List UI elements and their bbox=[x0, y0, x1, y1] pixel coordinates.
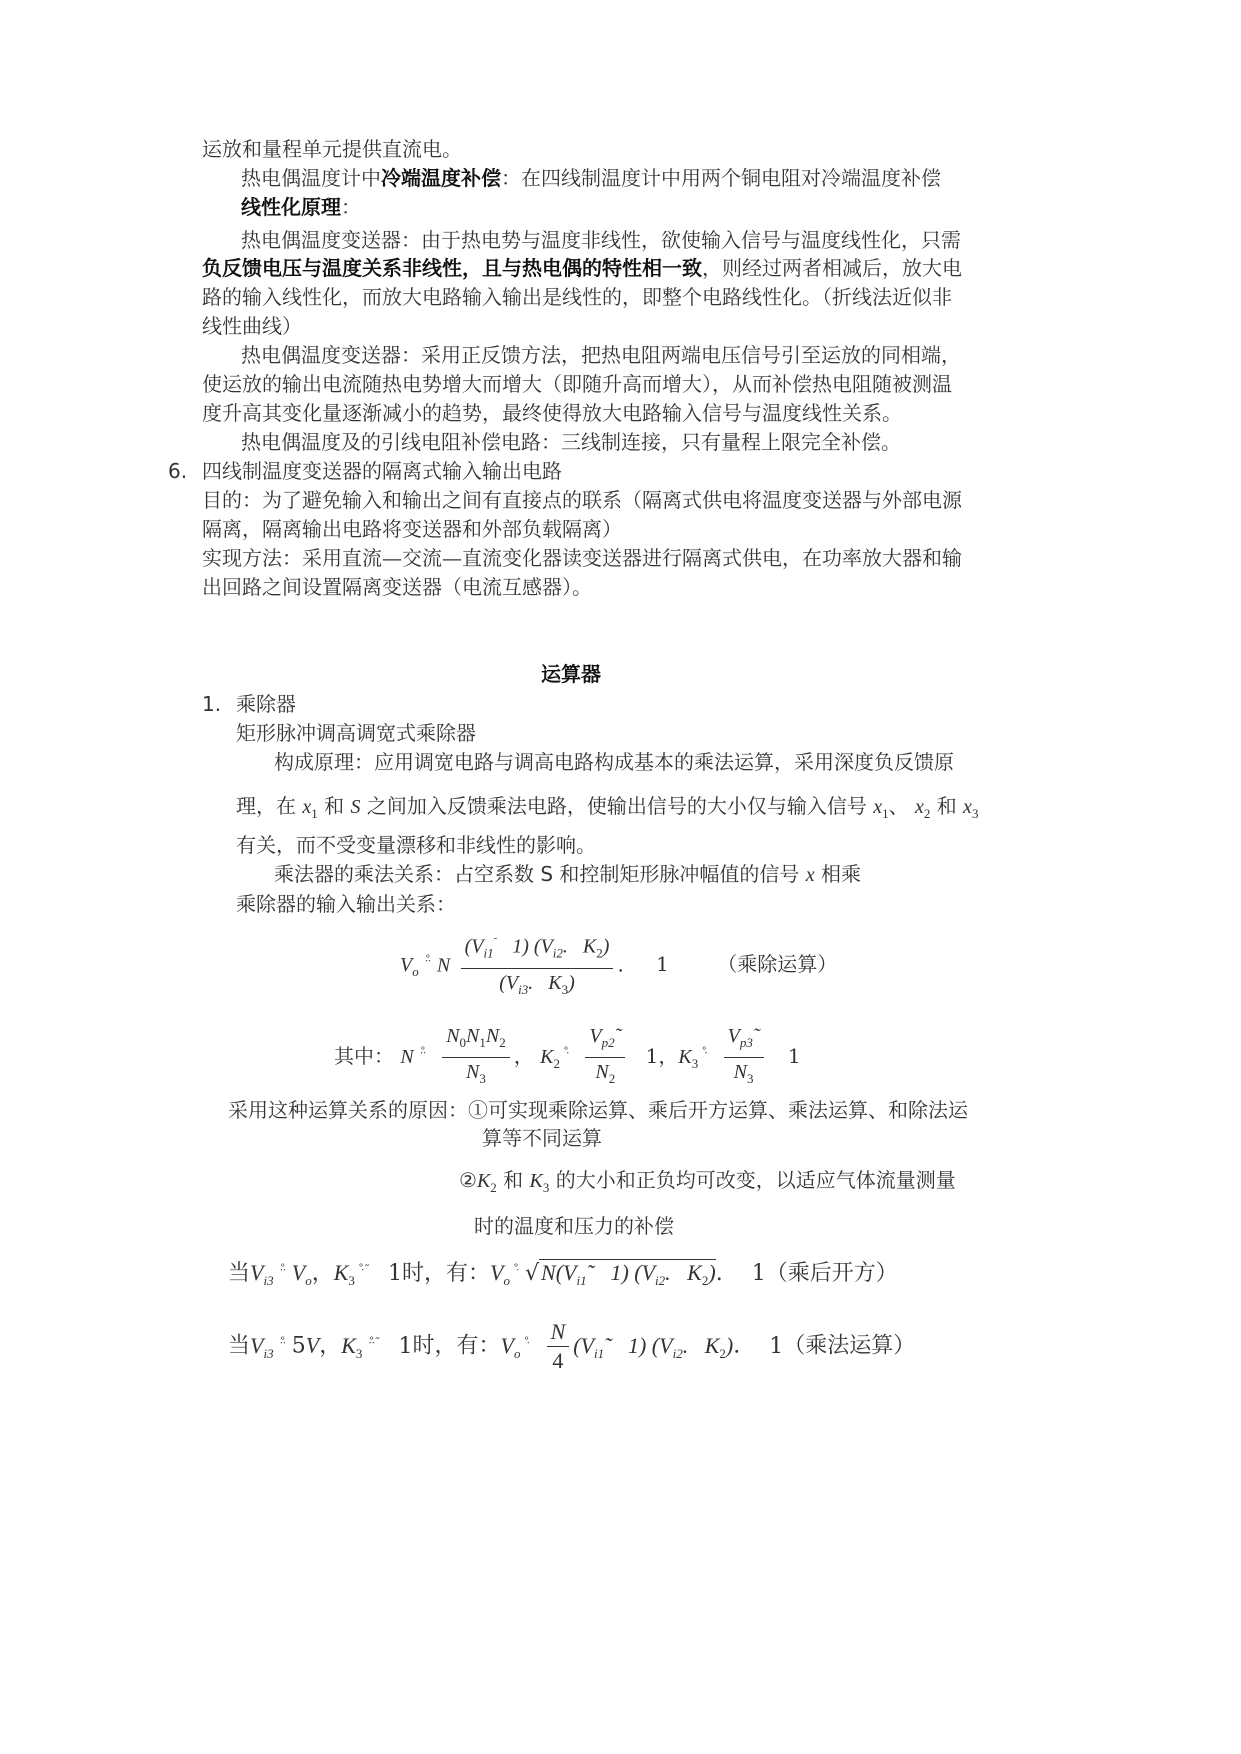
text-line: 目的：为了避免输入和输出之间有直接点的联系（隔离式供电将温度变送器与外部电源 bbox=[202, 488, 962, 512]
text-line: 算等不同运算 bbox=[482, 1126, 602, 1150]
math-symbol: $x_1$ bbox=[873, 796, 889, 821]
bold-term: 线性化原理 bbox=[241, 195, 341, 219]
text-line: 运放和量程单元提供直流电。 bbox=[202, 137, 462, 161]
equation-1: $V_o^{ᐧᐧ̊}$ N $\frac{(V_{i1}^˜ 1) (V_{i2}. K_2)}{(V_{i3}. K_3)}$ . 1 （乘除运算） bbox=[400, 928, 837, 1004]
text-line: 出回路之间设置隔离变送器（电流互感器）。 bbox=[202, 575, 592, 599]
list-number: 1. bbox=[202, 692, 222, 716]
text-line: 路的输入线性化，而放大电路输入输出是线性的，即整个电路线性化。（折线法近似非 bbox=[202, 285, 952, 309]
text-line: 采用这种运算关系的原因：①可实现乘除运算、乘后开方运算、乘法运算、和除法运 bbox=[228, 1098, 968, 1122]
text: 当 bbox=[228, 1333, 251, 1359]
bold-term: 冷端温度补偿 bbox=[381, 166, 501, 190]
text-line: 有关，而不受变量漂移和非线性的影响。 bbox=[236, 833, 596, 857]
text: 的大小和正负均可改变，以适应气体流量测量 bbox=[555, 1168, 956, 1192]
text-line: 线性曲线） bbox=[202, 314, 302, 338]
equation-2: 其中： N $^{ᐧᐧ̊}$ $\frac{N_0N_1N_2}{N_3}$ ， $K_2^{ᐧ̊}$ $\frac{V_{p2}˜}{N_2}$ 1，$K_3^{ᐧ̊}$ $\frac{V_{p3}˜}{N_3}$ 1 bbox=[334, 1022, 801, 1093]
text: ： bbox=[341, 195, 361, 219]
text: 时，有： bbox=[401, 1261, 490, 1286]
equation-4: 当$V_{i3}^{ᐧᐧ̊}$ 5V，$K_3^{ᐧᐧ̊˜}$ 1时，有：$V_o^{ᐧ̊}$ $\frac{N}{4}$ ($V_{i1}˜$ 1) ($V_{i2}$. $K_2$). 1（乘法运算） bbox=[228, 1319, 916, 1373]
text: 时，有： bbox=[412, 1333, 501, 1359]
text-line bbox=[274, 860, 861, 889]
equation-tag: （乘除运算） bbox=[717, 952, 838, 977]
text: 理，在 bbox=[236, 794, 296, 818]
text: 和控制矩形脉冲幅值的信号 bbox=[559, 862, 800, 886]
text: 当 bbox=[228, 1261, 251, 1286]
text: S bbox=[540, 862, 554, 886]
list-item: 四线制温度变送器的隔离式输入输出电路 bbox=[202, 459, 562, 483]
equation-tag: （乘法运算） bbox=[783, 1333, 916, 1359]
bold-term: 负反馈电压与温度关系非线性，且与热电偶的特性相一致 bbox=[202, 256, 702, 280]
text-line: 热电偶温度及的引线电阻补偿电路：三线制连接，只有量程上限完全补偿。 bbox=[241, 430, 901, 454]
text: 之间加入反馈乘法电路，使输出信号的大小仅与输入信号 bbox=[366, 794, 867, 818]
text: 和 bbox=[503, 1168, 524, 1192]
math-symbol: S bbox=[350, 796, 361, 818]
text-line bbox=[241, 164, 941, 192]
text: ② bbox=[459, 1168, 477, 1192]
text-line: 热电偶温度变送器：采用正反馈方法，把热电阻两端电压信号引至运放的同相端， bbox=[241, 343, 961, 367]
math-symbol: x bbox=[805, 864, 815, 886]
text-line: 构成原理：应用调宽电路与调高电路构成基本的乘法运算，采用深度负反馈原 bbox=[274, 750, 954, 774]
text: 和 bbox=[324, 794, 345, 818]
text-line: 度升高其变化量逐渐减小的趋势，最终使得放大电路输入信号与温度线性关系。 bbox=[202, 401, 902, 425]
text: 热电偶温度计中 bbox=[241, 166, 381, 190]
text: 和 bbox=[936, 794, 957, 818]
text: ，则经过两者相减后，放大电 bbox=[702, 256, 962, 280]
text-line bbox=[202, 254, 962, 282]
text-line: 时的温度和压力的补偿 bbox=[474, 1214, 674, 1238]
heading-line bbox=[241, 193, 361, 221]
text: ：在四线制温度计中用两个铜电阻对冷端温度补偿 bbox=[501, 166, 941, 190]
text-line: $②K_2$ 和 $K_3$ 的大小和正负均可改变，以适应气体流量测量 bbox=[459, 1168, 956, 1195]
text-line bbox=[236, 792, 978, 828]
math-symbol: $x_1$ bbox=[302, 796, 318, 821]
text-line: 隔离，隔离输出电路将变送器和外部负载隔离） bbox=[202, 517, 622, 541]
math-symbol: $x_2$ bbox=[914, 796, 931, 821]
text-line: 热电偶温度变送器：由于热电势与温度非线性，欲使输入信号与温度线性化，只需 bbox=[241, 228, 961, 252]
list-number: 6. bbox=[168, 459, 188, 483]
text-line: 实现方法：采用直流—交流—直流变化器读变送器进行隔离式供电，在功率放大器和输 bbox=[202, 546, 962, 570]
list-item: 乘除器 bbox=[236, 692, 296, 716]
text-line: 使运放的输出电流随热电势增大而增大（即随升高而增大），从而补偿热电阻随被测温 bbox=[202, 372, 952, 396]
equation-tag: （乘后开方） bbox=[765, 1261, 898, 1286]
text-line: 乘除器的输入输出关系： bbox=[236, 892, 456, 916]
section-title: 运算器 bbox=[541, 662, 601, 686]
text: 乘法器的乘法关系：占空系数 bbox=[274, 862, 534, 886]
subheading: 矩形脉冲调高调宽式乘除器 bbox=[236, 721, 476, 745]
math-symbol: $x_3$ bbox=[963, 796, 979, 821]
text: 其中： bbox=[334, 1044, 394, 1068]
equation-3: 当$V_{i3}^{ᐧᐧ̊}$ $V_o$，$K_3^{ᐧ̊˜}$ 1时，有：$V_o^{ᐧ̊}$ $√N(V_{i1}˜$ 1) ($V_{i2}$. $K_2$). 1（乘后开方） bbox=[228, 1260, 898, 1288]
text: 、 bbox=[888, 794, 909, 818]
text: 相乘 bbox=[821, 862, 862, 886]
